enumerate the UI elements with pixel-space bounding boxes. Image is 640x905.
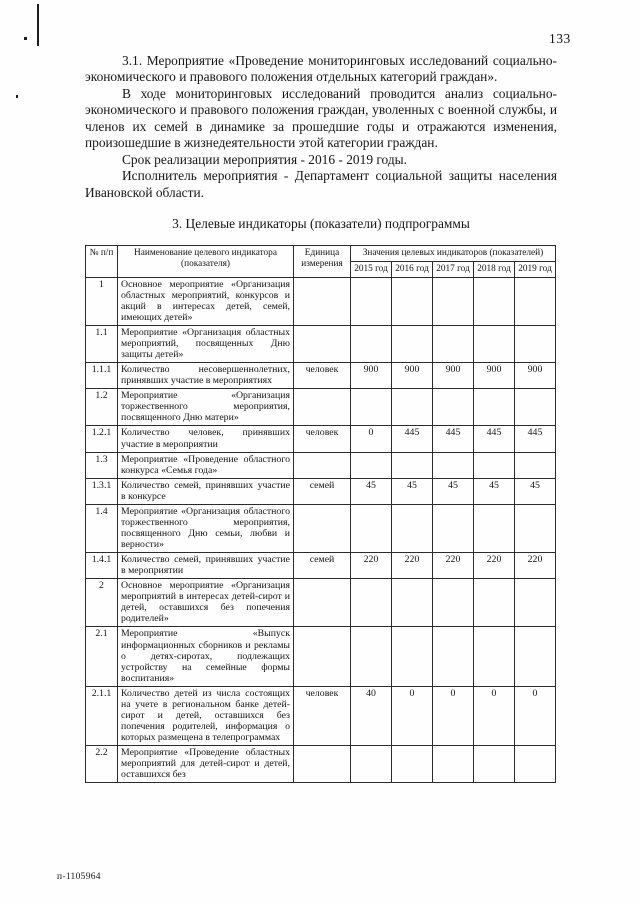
table-row [86,579,556,627]
value-cell: 40 [351,686,392,745]
value-cell [351,325,392,362]
value-cell [351,746,392,783]
value-cell: 220 [474,553,515,579]
row-number-cell: 1.1 [86,325,118,362]
value-cell: 445 [515,426,556,452]
row-number-cell: 1.4.1 [86,553,118,579]
col-header-unit: Единица измерения [294,246,351,277]
value-cell: 900 [515,363,556,389]
unit-cell [294,746,351,783]
unit-cell [294,277,351,325]
indicator-name-cell: Количество детей из числа состоящих на учете в региональном банке детей-сирот и детей, оставшихся без попечения родителей, информация о которых размещена в телепрограммах [118,686,294,745]
value-cell [392,579,433,627]
unit-cell [294,452,351,478]
value-cell [392,452,433,478]
row-number-cell: 1.3 [86,452,118,478]
value-cell: 445 [433,426,474,452]
scan-artifact-dot [24,37,27,40]
body-paragraph: Исполнитель мероприятия - Департамент социальной защиты населения Ивановской области. [85,168,557,200]
value-cell: 900 [351,363,392,389]
value-cell [474,452,515,478]
indicator-name-cell: Мероприятие «Проведение областного конкурса «Семья года» [118,452,294,478]
value-cell [474,579,515,627]
value-cell [515,277,556,325]
value-cell: 900 [433,363,474,389]
value-cell [392,627,433,686]
unit-cell: семей [294,478,351,504]
unit-cell [294,389,351,426]
value-cell: 45 [474,478,515,504]
row-number-cell: 2.1 [86,627,118,686]
row-number-cell: 1.1.1 [86,363,118,389]
unit-cell: человек [294,686,351,745]
value-cell: 445 [392,426,433,452]
unit-cell [294,627,351,686]
value-cell: 900 [392,363,433,389]
indicators-table [85,245,556,783]
indicator-name-cell: Мероприятие «Организация торжественного мероприятия, посвященного Дню матери» [118,389,294,426]
value-cell [433,452,474,478]
value-cell: 220 [515,553,556,579]
value-cell [515,504,556,552]
value-cell: 0 [474,686,515,745]
value-cell [433,325,474,362]
value-cell [474,627,515,686]
row-number-cell: 1.2.1 [86,426,118,452]
indicator-name-cell: Количество семей, принявших участие в мероприятии [118,553,294,579]
value-cell: 45 [515,478,556,504]
table-row [86,553,556,579]
value-cell [392,389,433,426]
col-header-year-2017: 2017 год [433,262,474,278]
value-cell [515,746,556,783]
unit-cell: человек [294,363,351,389]
value-cell [392,746,433,783]
value-cell: 900 [474,363,515,389]
body-paragraph: Срок реализации мероприятия - 2016 - 2019 годы. [122,151,407,167]
col-header-name: Наименование целевого индикатора (показателя) [118,246,294,277]
unit-cell: семей [294,553,351,579]
value-cell: 45 [351,478,392,504]
value-cell: 45 [392,478,433,504]
value-cell: 445 [474,426,515,452]
value-cell: 220 [433,553,474,579]
col-header-year-2018: 2018 год [474,262,515,278]
col-header-num: № п/п [86,246,118,277]
scan-artifact-line [37,4,39,46]
value-cell [392,325,433,362]
value-cell: 220 [351,553,392,579]
value-cell: 0 [351,426,392,452]
unit-cell: человек [294,426,351,452]
indicator-name-cell: Основное мероприятие «Организация областных мероприятий, конкурсов и акций в интересах детей, семей, имеющих детей» [118,277,294,325]
value-cell [515,325,556,362]
body-paragraph: В ходе мониторинговых исследований проводится анализ социально-экономического и правового положения граждан, уволенных с военной службы, и членов их семей в динамике за прошедшие годы и отражаются изменения, произошедшие в жизнедеятельности этой категории граждан. [85,85,557,151]
value-cell [392,504,433,552]
value-cell [351,579,392,627]
value-cell [351,452,392,478]
value-cell [433,746,474,783]
table-row [86,277,556,325]
value-cell [515,389,556,426]
row-number-cell: 2.2 [86,746,118,783]
row-number-cell: 1.3.1 [86,478,118,504]
unit-cell [294,579,351,627]
value-cell [351,277,392,325]
value-cell [351,504,392,552]
value-cell [474,504,515,552]
indicators-table-head [86,246,556,277]
value-cell [515,579,556,627]
unit-cell [294,504,351,552]
table-header-row [86,246,556,262]
value-cell [433,389,474,426]
value-cell [433,579,474,627]
value-cell [474,389,515,426]
value-cell [433,504,474,552]
row-number-cell: 2.1.1 [86,686,118,745]
scan-artifact-dot [16,95,18,98]
table-row [86,627,556,686]
value-cell [474,325,515,362]
value-cell [351,389,392,426]
footer-code: п-1105964 [57,872,101,882]
table-row [86,325,556,362]
col-header-year-2019: 2019 год [515,262,556,278]
value-cell [351,627,392,686]
value-cell [474,277,515,325]
table-row [86,478,556,504]
col-header-year-2016: 2016 год [392,262,433,278]
col-header-year-2015: 2015 год [351,262,392,278]
row-number-cell: 1.2 [86,389,118,426]
value-cell: 0 [392,686,433,745]
indicator-name-cell: Количество человек, принявших участие в мероприятии [118,426,294,452]
section-heading: 3. Целевые индикаторы (показатели) подпрограммы [172,216,470,232]
table-row [86,426,556,452]
table-row [86,452,556,478]
value-cell [392,277,433,325]
row-number-cell: 2 [86,579,118,627]
body-paragraph: 3.1. Мероприятие «Проведение мониторинговых исследований социально-экономического и правового положения отдельных категорий граждан». [85,53,557,85]
table-row [86,504,556,552]
indicators-table-body [86,277,556,783]
unit-cell [294,325,351,362]
indicator-name-cell: Мероприятие «Выпуск информационных сборников и рекламы о детях-сиротах, подлежащих устройству на семейные формы воспитания» [118,627,294,686]
indicator-name-cell: Основное мероприятие «Организация мероприятий в интересах детей-сирот и детей, оставшихся без попечения родителей» [118,579,294,627]
row-number-cell: 1 [86,277,118,325]
indicator-name-cell: Мероприятие «Проведение областных мероприятий для детей-сирот и детей, оставшихся без [118,746,294,783]
table-row [86,389,556,426]
value-cell [433,277,474,325]
value-cell [515,627,556,686]
value-cell: 0 [433,686,474,745]
row-number-cell: 1.4 [86,504,118,552]
page-number: 133 [549,31,571,46]
value-cell: 0 [515,686,556,745]
value-cell: 220 [392,553,433,579]
table-row [86,686,556,745]
table-row [86,363,556,389]
value-cell [515,452,556,478]
indicator-name-cell: Количество семей, принявших участие в конкурсе [118,478,294,504]
value-cell: 45 [433,478,474,504]
indicator-name-cell: Мероприятие «Организация областного торжественного мероприятия, посвященного Дню семьи, любви и верности» [118,504,294,552]
table-row [86,746,556,783]
col-header-values-group: Значения целевых индикаторов (показателей) [351,246,556,262]
value-cell [474,746,515,783]
value-cell [433,627,474,686]
indicator-name-cell: Количество несовершеннолетних, принявших участие в мероприятиях [118,363,294,389]
document-content [85,53,557,783]
indicator-name-cell: Мероприятие «Организация областных мероприятий, посвященных Дню защиты детей» [118,325,294,362]
